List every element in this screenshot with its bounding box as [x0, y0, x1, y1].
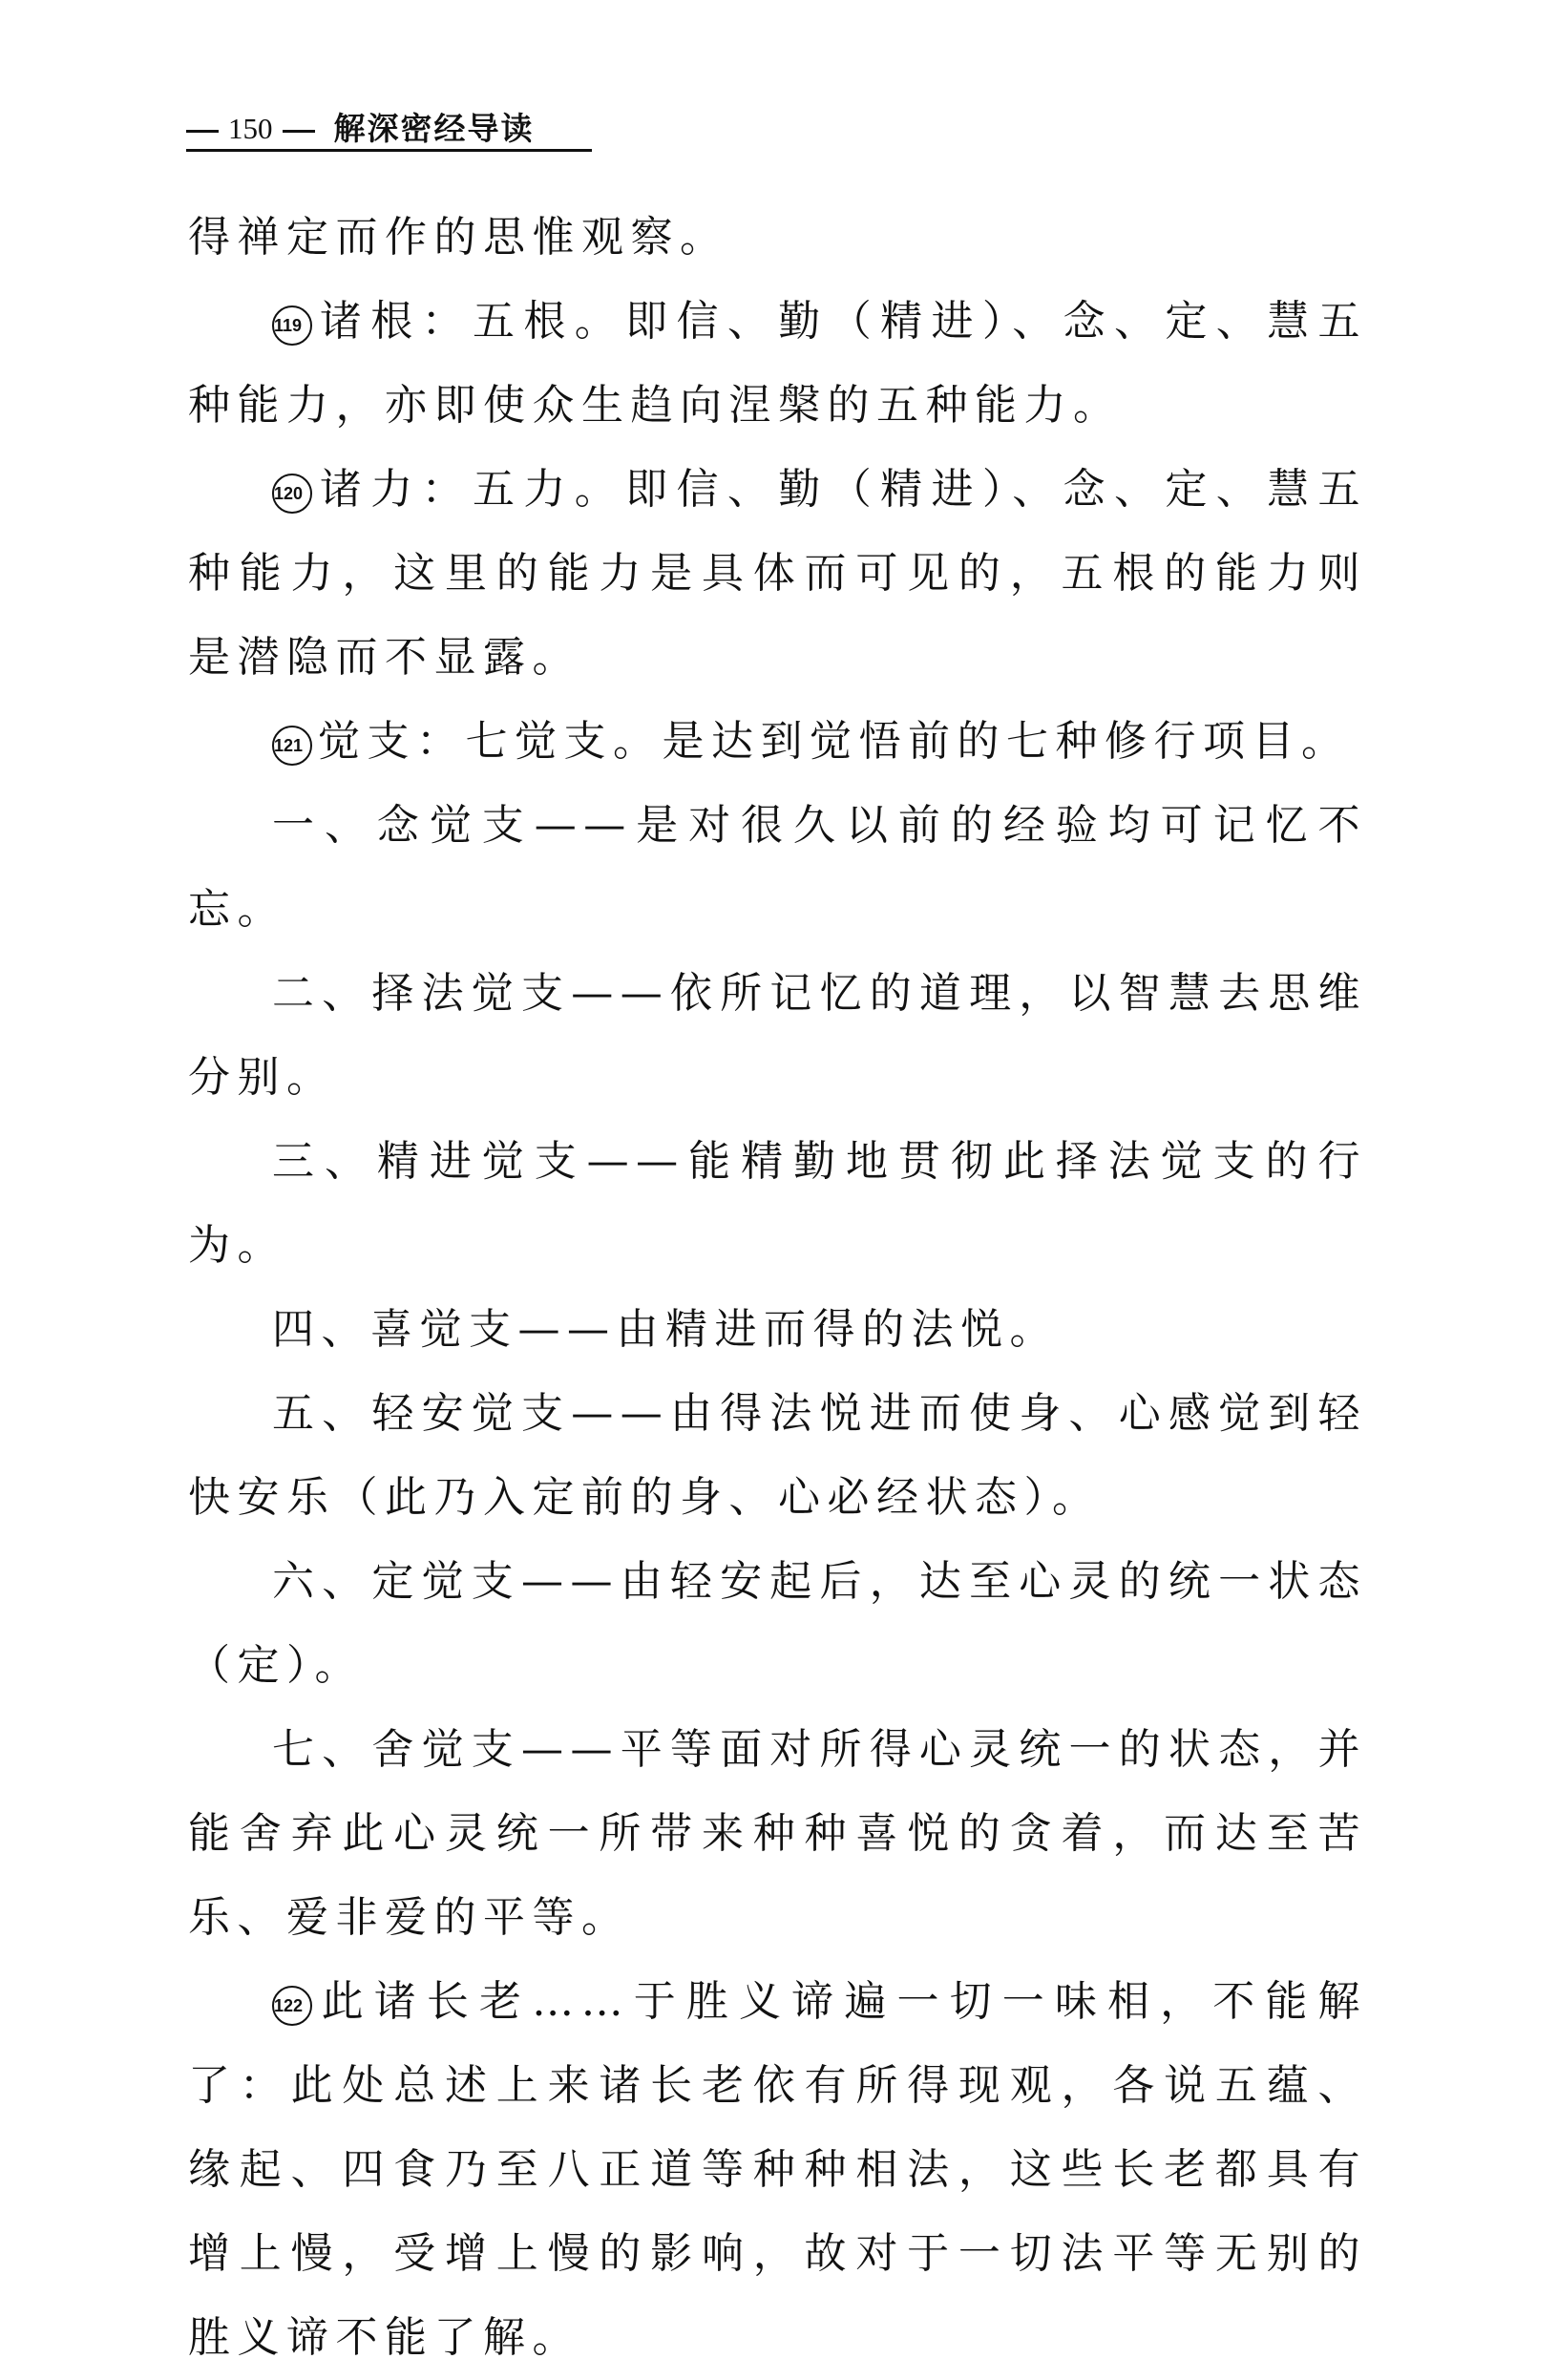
paragraph-text: 诸力：五力。即信、勤（精进）、念、定、慧五种能力，这里的能力是具体而可见的，五根的能力则是潜隐而不显露。: [188, 465, 1367, 682]
list-item-2: [188, 952, 1367, 1120]
paragraph-text: 五、轻安觉支——由得法悦进而使身、心感觉到轻快安乐（此乃入定前的身、心必经状态）。: [188, 1389, 1367, 1522]
note-122: [188, 1960, 1367, 2380]
header-dash-left: [186, 130, 219, 133]
list-item-3: [188, 1120, 1367, 1288]
note-119: [188, 280, 1367, 448]
list-item-5: [188, 1372, 1367, 1540]
paragraph-text: 此诸长老……于胜义谛遍一切一味相，不能解了：此处总述上来诸长老依有所得现观，各说五蕴、缘起、四食乃至八正道等种种相法，这些长老都具有增上慢，受增上慢的影响，故对于一切法平等无别的胜义谛不能了解。: [188, 1977, 1367, 2362]
paragraph-text: 得禅定而作的思惟观察。: [188, 213, 729, 262]
note-number-119: 119: [272, 305, 312, 346]
body-text: [188, 196, 1367, 2380]
paragraph-text: 一、念觉支——是对很久以前的经验均可记忆不忘。: [188, 801, 1367, 934]
paragraph-text: 六、定觉支——由轻安起后，达至心灵的统一状态（定）。: [188, 1557, 1367, 1690]
header-rule: [186, 149, 592, 152]
note-121: [188, 700, 1367, 784]
note-number-120: 120: [272, 474, 312, 514]
page-number: 150: [228, 112, 273, 145]
paragraph-text: 觉支：七觉支。是达到觉悟前的七种修行项目。: [318, 717, 1351, 766]
paragraph-text: 三、精进觉支——能精勤地贯彻此择法觉支的行为。: [188, 1137, 1367, 1270]
list-item-4: [188, 1288, 1367, 1372]
note-number-121: 121: [272, 726, 312, 766]
note-number-122: 122: [272, 1986, 312, 2026]
book-title: 解深密经导读: [333, 110, 535, 147]
paragraph-text: 四、喜觉支——由精进而得的法悦。: [272, 1305, 1059, 1354]
paragraph-text: 诸根：五根。即信、勤（精进）、念、定、慧五种能力，亦即使众生趋向涅槃的五种能力。: [188, 297, 1367, 430]
paragraph-continuation: [188, 196, 1367, 280]
note-120: [188, 448, 1367, 700]
list-item-6: [188, 1540, 1367, 1708]
list-item-7: [188, 1708, 1367, 1960]
header-dash-right: [283, 130, 315, 133]
running-header: [186, 100, 535, 148]
paragraph-text: 七、舍觉支——平等面对所得心灵统一的状态，并能舍弃此心灵统一所带来种种喜悦的贪着，而达至苦乐、爱非爱的平等。: [188, 1725, 1367, 1942]
list-item-1: [188, 784, 1367, 952]
paragraph-text: 二、择法觉支——依所记忆的道理，以智慧去思维分别。: [188, 969, 1367, 1102]
